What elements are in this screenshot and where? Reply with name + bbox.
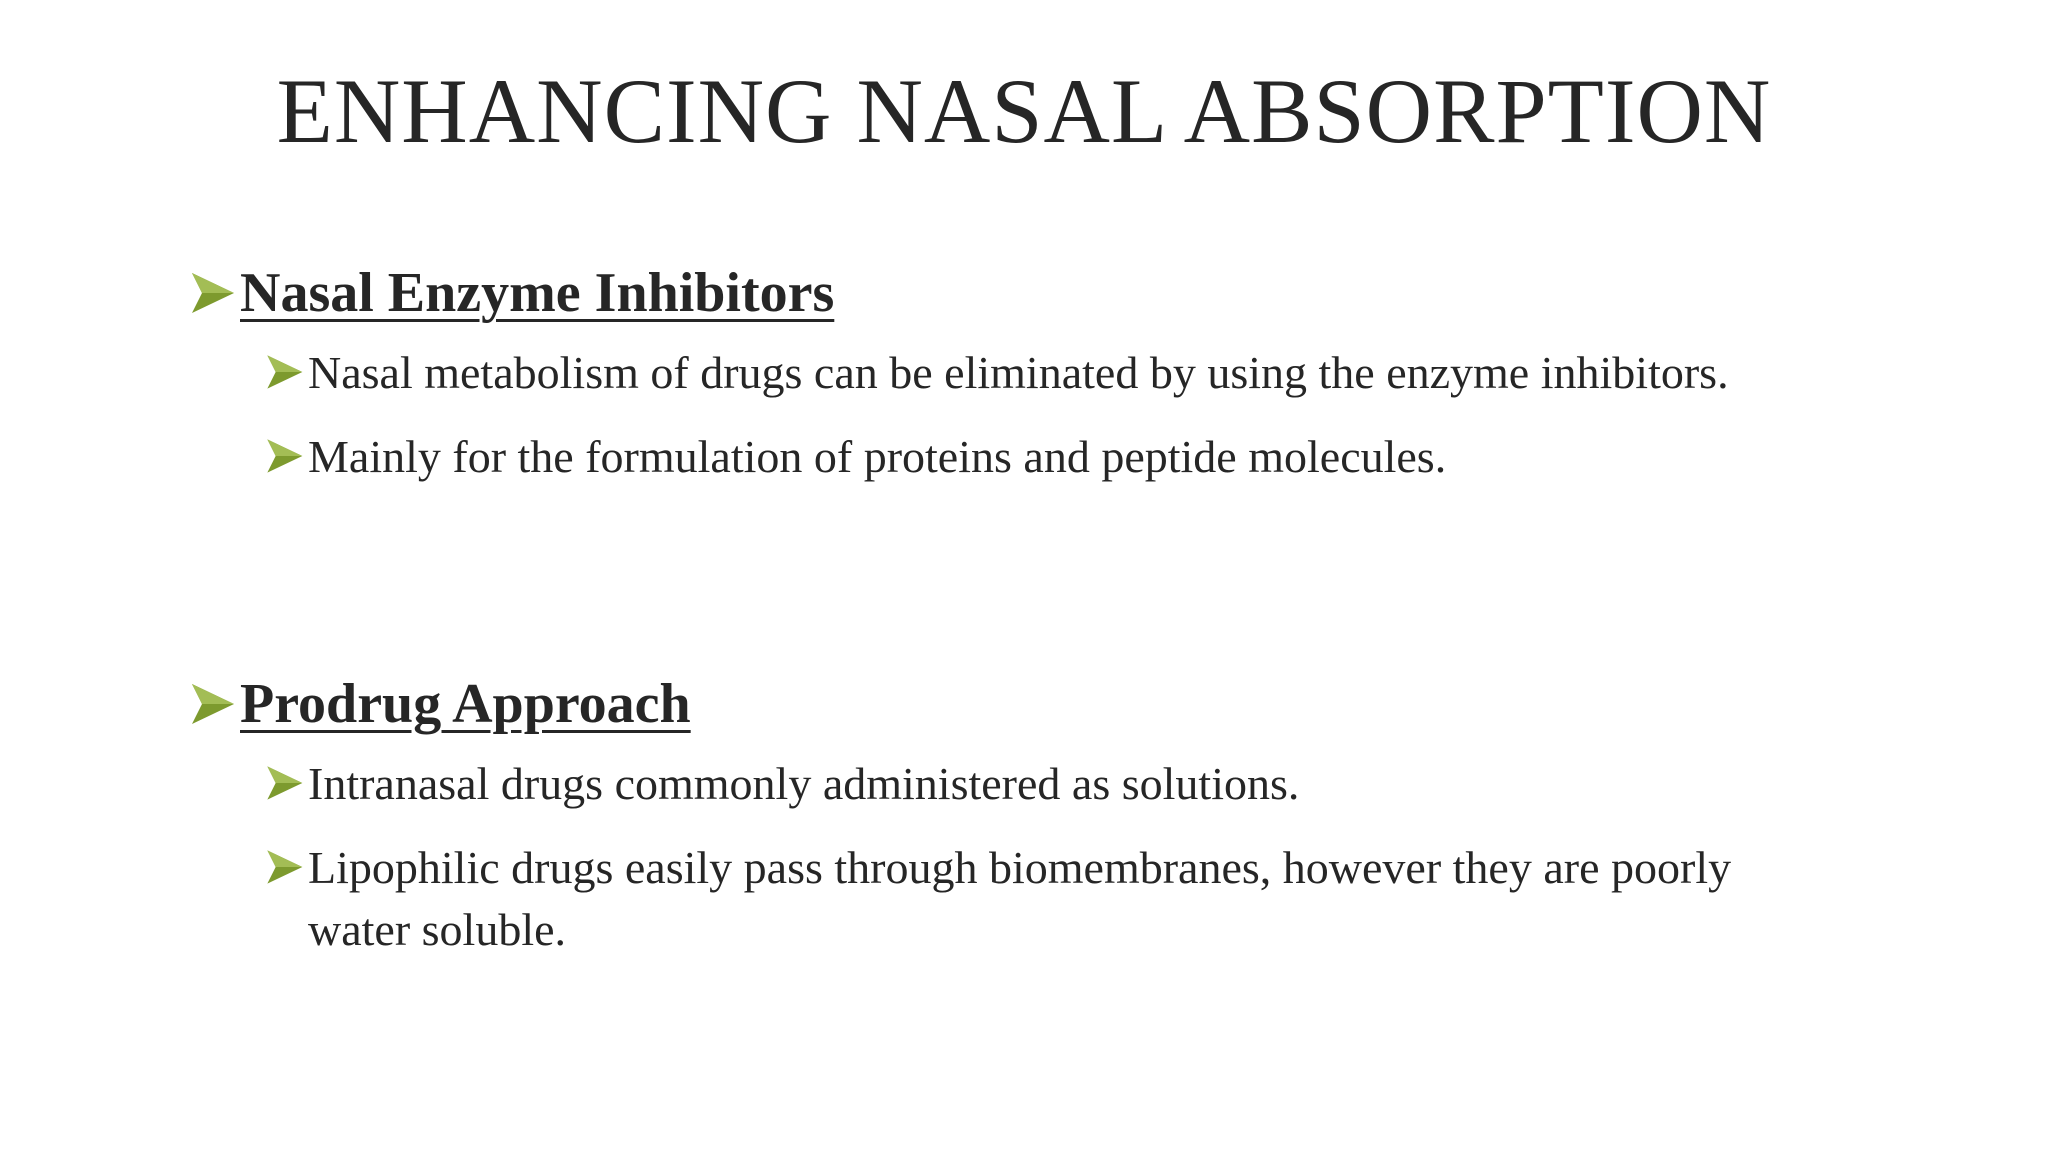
section-heading (188, 258, 1888, 328)
list-item-text: Nasal metabolism of drugs can be eliminated by using the enzyme inhibitors. (308, 347, 1729, 398)
bullet-list (264, 753, 1888, 961)
arrow-bullet-icon (264, 352, 304, 392)
section-heading (188, 669, 1888, 739)
list-item (264, 753, 1888, 815)
list-item (264, 342, 1888, 404)
list-item (264, 426, 1888, 488)
arrow-bullet-icon (264, 436, 304, 476)
section-heading-text: Prodrug Approach (240, 673, 691, 735)
arrow-bullet-icon (188, 680, 236, 728)
bullet-list (264, 342, 1888, 488)
slide-title: ENHANCING NASAL ABSORPTION (276, 60, 1772, 162)
arrow-bullet-icon (188, 269, 236, 317)
arrow-bullet-icon (264, 763, 304, 803)
list-item-text: Lipophilic drugs easily pass through biomembranes, however they are poorly water soluble. (308, 842, 1732, 955)
section-prodrug-approach (188, 669, 1888, 983)
list-item (264, 837, 1888, 961)
list-item-text: Intranasal drugs commonly administered as solutions. (308, 758, 1300, 809)
section-nasal-enzyme-inhibitors (188, 258, 1888, 510)
section-heading-text: Nasal Enzyme Inhibitors (240, 262, 835, 324)
arrow-bullet-icon (264, 847, 304, 887)
list-item-text: Mainly for the formulation of proteins and peptide molecules. (308, 431, 1447, 482)
